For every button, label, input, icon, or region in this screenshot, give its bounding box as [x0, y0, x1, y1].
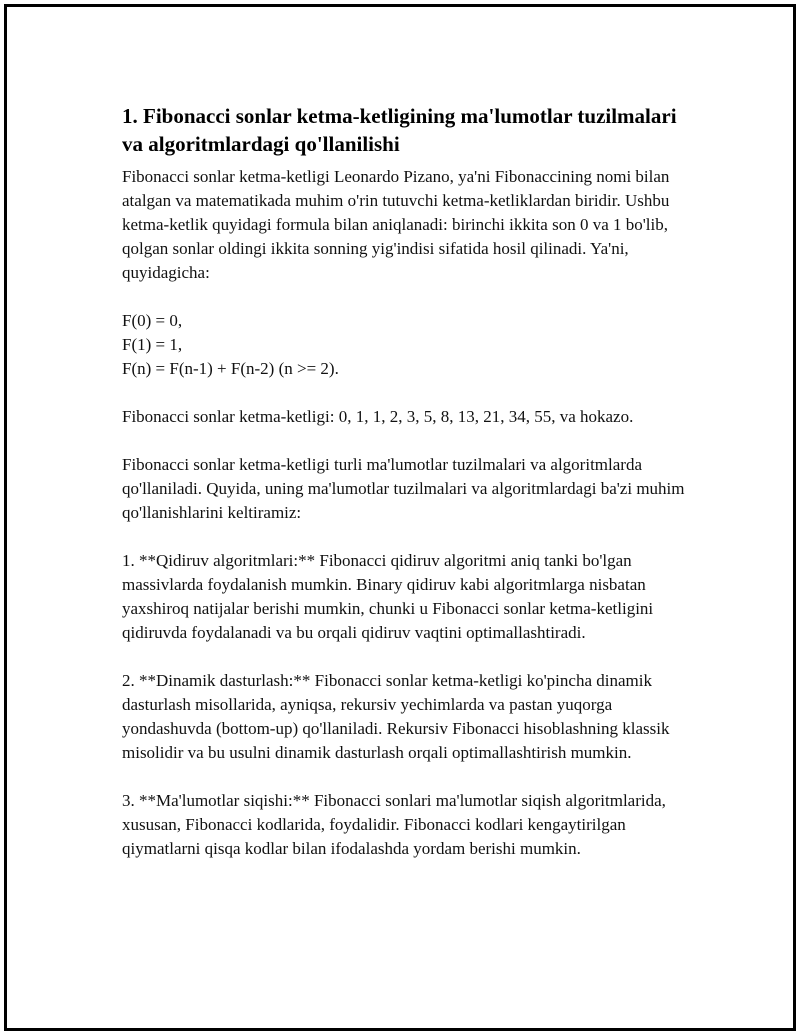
page-frame	[4, 4, 796, 1031]
document-body	[122, 102, 702, 861]
document-text	[122, 165, 702, 861]
formula-line: F(n) = F(n-1) + F(n-2) (n >= 2).	[122, 359, 339, 378]
document-title: 1. Fibonacci sonlar ketma-ketligining ma'lumotlar tuzilmalari va algoritmlardagi qo'llanilishi	[122, 104, 677, 156]
usage-intro-paragraph: Fibonacci sonlar ketma-ketligi turli ma'lumotlar tuzilmalari va algoritmlarda qo'llaniladi. Quyida, uning ma'lumotlar tuzilmalari va algoritmlardagi ba'zi muhim qo'llanishlarini keltiramiz:	[122, 455, 685, 522]
list-item-search-algorithms: 1. **Qidiruv algoritmlari:** Fibonacci qidiruv algoritmi aniq tanki bo'lgan massivlarda foydalanish mumkin. Binary qidiruv kabi algoritmlarga nisbatan yaxshiroq natijalar berishi mumkin, chunki u Fibonacci sonlar ketma-ketligini qidiruvda foydalanadi va bu orqali qidiruv vaqtini optimallashtiradi.	[122, 551, 654, 642]
list-item-data-compression: 3. **Ma'lumotlar siqishi:** Fibonacci sonlari ma'lumotlar siqish algoritmlarida, xususan, Fibonacci kodlarida, foydalidir. Fibonacci kodlari kengaytirilgan qiymatlarni qisqa kodlar bilan ifodalashda yordam berishi mumkin.	[122, 791, 666, 858]
intro-paragraph: Fibonacci sonlar ketma-ketligi Leonardo Pizano, ya'ni Fibonaccining nomi bilan atalgan va matematikada muhim o'rin tutuvchi ketma-ketliklardan biridir. Ushbu ketma-ketlik quyidagi formula bilan aniqlanadi: birinchi ikkita son 0 va 1 bo'lib, qolgan sonlar oldingi ikkita sonning yig'indisi sifatida hosil qilinadi. Ya'ni, quyidagicha:	[122, 167, 670, 282]
sequence-paragraph: Fibonacci sonlar ketma-ketligi: 0, 1, 1, 2, 3, 5, 8, 13, 21, 34, 55, va hokazo.	[122, 407, 634, 426]
list-item-dynamic-programming: 2. **Dinamik dasturlash:** Fibonacci sonlar ketma-ketligi ko'pincha dinamik dasturlash misollarida, ayniqsa, rekursiv yechimlarda va pastan yuqorga yondashuvda (bottom-up) qo'llaniladi. Rekursiv Fibonacci hisoblashning klassik misolidir va bu usulni dinamik dasturlash orqali optimallashtirish mumkin.	[122, 671, 670, 762]
formula-block	[122, 309, 702, 381]
formula-line: F(1) = 1,	[122, 335, 183, 354]
formula-line: F(0) = 0,	[122, 311, 183, 330]
